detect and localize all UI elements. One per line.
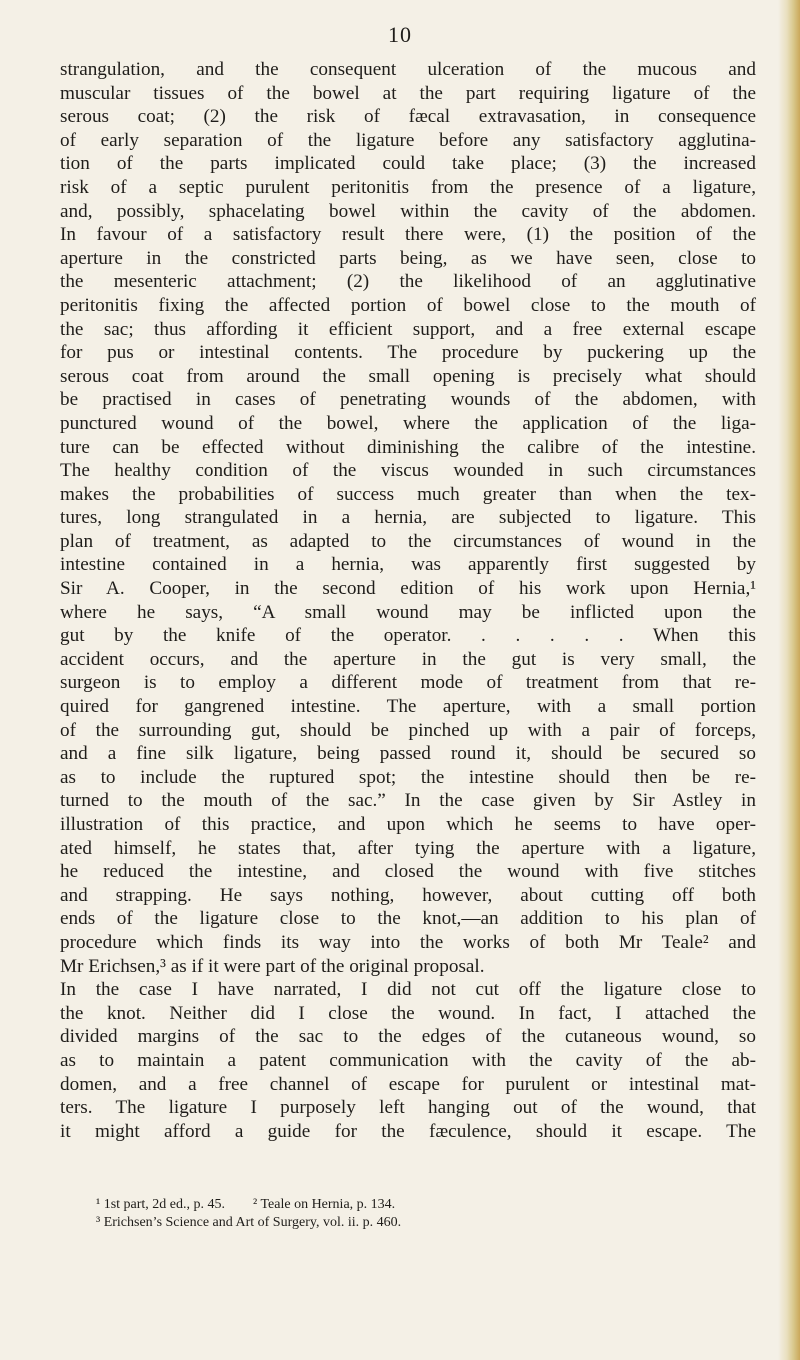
text-line: ters. The ligature I purposely left hanging out of the wound, that — [60, 1097, 756, 1119]
text-line: and a fine silk ligature, being passed round it, should be secured so — [60, 743, 756, 765]
text-line: be practised in cases of penetrating wounds of the abdomen, with — [60, 389, 756, 411]
text-line: and, possibly, sphacelating bowel within the cavity of the abdomen. — [60, 200, 756, 222]
footnotes — [96, 1196, 736, 1232]
text-line: of early separation of the ligature before any satisfactory agglutina- — [60, 129, 756, 151]
text-line: domen, and a free channel of escape for purulent or intestinal mat- — [60, 1073, 756, 1095]
text-line: intestine contained in a hernia, was apparently first suggested by — [60, 554, 756, 576]
body-text — [60, 58, 756, 1143]
text-line: In favour of a satisfactory result there were, (1) the position of the — [60, 224, 756, 246]
text-line: plan of treatment, as adapted to the circumstances of wound in the — [60, 530, 756, 552]
page-number: 10 — [388, 22, 412, 47]
text-line: illustration of this practice, and upon which he seems to have oper- — [60, 814, 756, 835]
text-line: risk of a septic purulent peritonitis from the presence of a ligature, — [60, 176, 756, 198]
text-line: Sir A. Cooper, in the second edition of his work upon Hernia,¹ — [60, 578, 756, 600]
text-line: as to include the ruptured spot; the intestine should then be re- — [60, 766, 756, 788]
page-edge-shadow — [778, 0, 800, 1360]
text-line: The healthy condition of the viscus wounded in such circumstances — [60, 460, 756, 482]
text-line: tures, long strangulated in a hernia, are subjected to ligature. This — [60, 507, 756, 529]
text-line: makes the probabilities of success much greater than when the tex- — [60, 483, 756, 505]
text-line: the mesenteric attachment; (2) the likelihood of an agglutinative — [60, 271, 756, 293]
text-line: it might afford a guide for the fæculence, should it escape. The — [60, 1120, 756, 1142]
text-line: serous coat; (2) the risk of fæcal extravasation, in consequence — [60, 106, 756, 128]
text-line: surgeon is to employ a different mode of treatment from that re- — [60, 672, 756, 694]
text-line: punctured wound of the bowel, where the application of the liga- — [60, 412, 756, 434]
text-line: the sac; thus affording it efficient support, and a free external escape — [60, 318, 756, 340]
text-line: strangulation, and the consequent ulceration of the mucous and — [60, 59, 756, 80]
text-line: tion of the parts implicated could take place; (3) the increased — [60, 153, 756, 175]
text-line: In the case I have narrated, I did not cut off the ligature close to — [60, 979, 756, 1001]
text-line: as to maintain a patent communication with the cavity of the ab- — [60, 1049, 756, 1071]
text-line: and strapping. He says nothing, however, about cutting off both — [60, 884, 756, 906]
text-line: of the surrounding gut, should be pinched up with a pair of forceps, — [60, 719, 756, 741]
text-line: peritonitis fixing the affected portion of bowel close to the mouth of — [60, 294, 756, 316]
text-line: the knot. Neither did I close the wound. In fact, I attached the — [60, 1002, 756, 1024]
text-line: accident occurs, and the aperture in the gut is very small, the — [60, 648, 756, 670]
text-line: procedure which finds its way into the works of both Mr Teale² and — [60, 931, 756, 953]
text-line: turned to the mouth of the sac.” In the case given by Sir Astley in — [60, 790, 756, 812]
text-line: for pus or intestinal contents. The procedure by puckering up the — [60, 342, 756, 364]
text-line: muscular tissues of the bowel at the part requiring ligature of the — [60, 82, 756, 104]
text-line: divided margins of the sac to the edges of the cutaneous wound, so — [60, 1026, 756, 1048]
footnote-line: ¹ 1st part, 2d ed., p. 45. ² Teale on Hernia, p. 134. — [96, 1197, 396, 1212]
text-line: serous coat from around the small opening is precisely what should — [60, 365, 756, 387]
text-line: ends of the ligature close to the knot,—an addition to his plan of — [60, 908, 756, 930]
text-line: ated himself, he states that, after tying the aperture with a ligature, — [60, 837, 756, 859]
text-line: quired for gangrened intestine. The aperture, with a small portion — [60, 696, 756, 718]
footnote-line: ³ Erichsen’s Science and Art of Surgery, vol. ii. p. 460. — [96, 1215, 402, 1230]
text-line: where he says, “A small wound may be inflicted upon the — [60, 601, 756, 623]
text-line: Mr Erichsen,³ as if it were part of the original proposal. — [60, 955, 485, 977]
text-line: ture can be effected without diminishing the calibre of the intestine. — [60, 436, 756, 458]
text-line: he reduced the intestine, and closed the wound with five stitches — [60, 861, 756, 883]
text-line: aperture in the constricted parts being, as we have seen, close to — [60, 247, 756, 269]
text-line: gut by the knife of the operator. . . . . . When this — [60, 625, 756, 647]
